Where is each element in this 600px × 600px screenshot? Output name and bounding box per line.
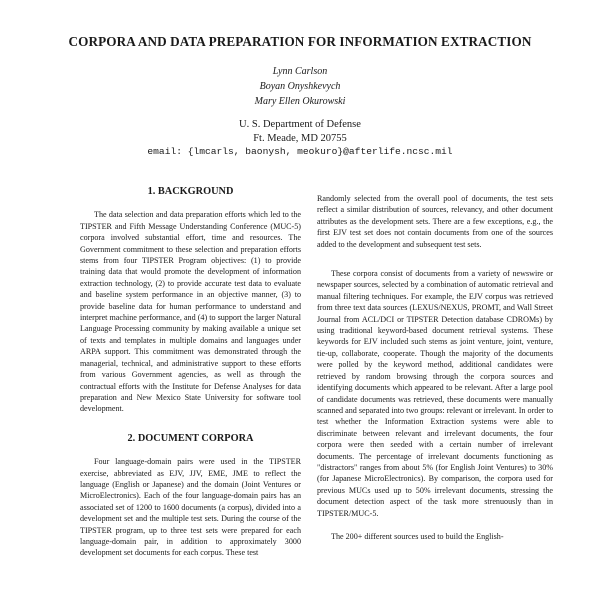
paper-title: CORPORA AND DATA PREPARATION FOR INFORMATION EXTRACTION — [68, 34, 532, 49]
background-paragraph: The data selection and data preparation efforts which led to the TIPSTER and Fifth Message Understanding Conference (MUC-5) corpora involved substantial effort, time and resources. The Government commitment to these selection and preparation efforts stems from four TIPSTER Program objectives: (1) to provide training data that would promote the development of information extraction technology, (2) to provide accurate test data to evaluate and baseline system performance in an objective manner, (3) to provide baseline data for human performance to understand and interpret machine performance, and (4) to support the larger Natural Language Processing community by making available a unique set of texts and templates in multiple domains and languages under ARPA support. This commitment was demonstrated through the managerial, technical, and administrative support to these efforts from various Government agencies, as well as through the contractual efforts with the Institute for Defense Analyses for data preparation and New Mexico State University for software tool development. — [80, 210, 301, 414]
sources-count-paragraph: The 200+ different sources used to build the English- — [331, 531, 504, 541]
author-list — [0, 64, 600, 109]
section-heading-background: 1. BACKGROUND — [147, 186, 234, 197]
affiliation-line: U. S. Department of Defense — [239, 119, 361, 130]
corpora-sources-paragraph: These corpora consist of documents from a variety of newswire or newspaper sources, selected by a combination of automatic retrieval and manual filtering techniques. For example, the EJV corpus was retrieved from three text data sources (LEXUS/NEXUS, PROMT, and Wall Street Journal from ACL/DCI or TIPSTER Detection database CDROMs) by using traditional keyword-based document retrieval systems. These keywords for EJV included such stems as joint venture, joint, venture, tie-up, collaborate, cooperate. Though the majority of the documents were polled by the keyword method, additional candidates were retrieved by random browsing through the corpora sources and identifying documents which appeared to be relevant. After a large pool of candidate documents was retrieved, these documents were manually scanned and separated into two groups: relevant or irrelevant. In order to test whether the Information Extraction systems were able to discriminate between relevant and irrelevant documents, the four corpora were then seeded with a certain number of irrelevant documents. The percentage of irrelevant documents functioning as "distractors" ranges from about 5% (for English Joint Ventures) to 30% (for Japanese MicroElectronics). By comparison, the corpora used for previous MUCs used up to 50% irrelevant documents, stressing the document detection aspect of the task more strenuously than in TIPSTER/MUC-5. — [317, 269, 553, 518]
section-heading-corpora: 2. DOCUMENT CORPORA — [127, 432, 254, 444]
author-name: Mary Ellen Okurowski — [254, 96, 346, 107]
affiliation — [0, 118, 600, 146]
affiliation-line: Ft. Meade, MD 20755 — [253, 133, 347, 144]
paragraph-gap — [317, 250, 553, 268]
author-email: email: {lmcarls, baonysh, meokuro}@afterlife.ncsc.mil — [147, 146, 453, 157]
author-name: Lynn Carlson — [272, 66, 328, 77]
author-name: Boyan Onyshkevych — [259, 81, 341, 92]
right-column — [317, 193, 553, 542]
test-set-paragraph: Randomly selected from the overall pool of documents, the test sets reflect a similar distribution of sources, relevancy, and other document attributes as the development sets. There are a few exceptions, e.g., the first EJV test set does not contain documents from one of the sources added to the development and subsequent test sets. — [317, 194, 553, 249]
paragraph-gap — [317, 519, 553, 531]
corpora-paragraph: Four language-domain pairs were used in the TIPSTER exercise, abbreviated as EJV, JJV, EME, JME to reflect the language (English or Japanese) and the domain (Joint Ventures or MicroElectronics). Each of the four language-domain pairs has an associated set of 1200 to 1600 documents (a corpus), divided into a development set and the multiple test sets. During the course of the TIPSTER program, up to three test sets were prepared for each language-domain pair, in addition to approximately 3000 development set documents for each corpus. These test — [80, 457, 301, 558]
left-column — [80, 186, 301, 559]
